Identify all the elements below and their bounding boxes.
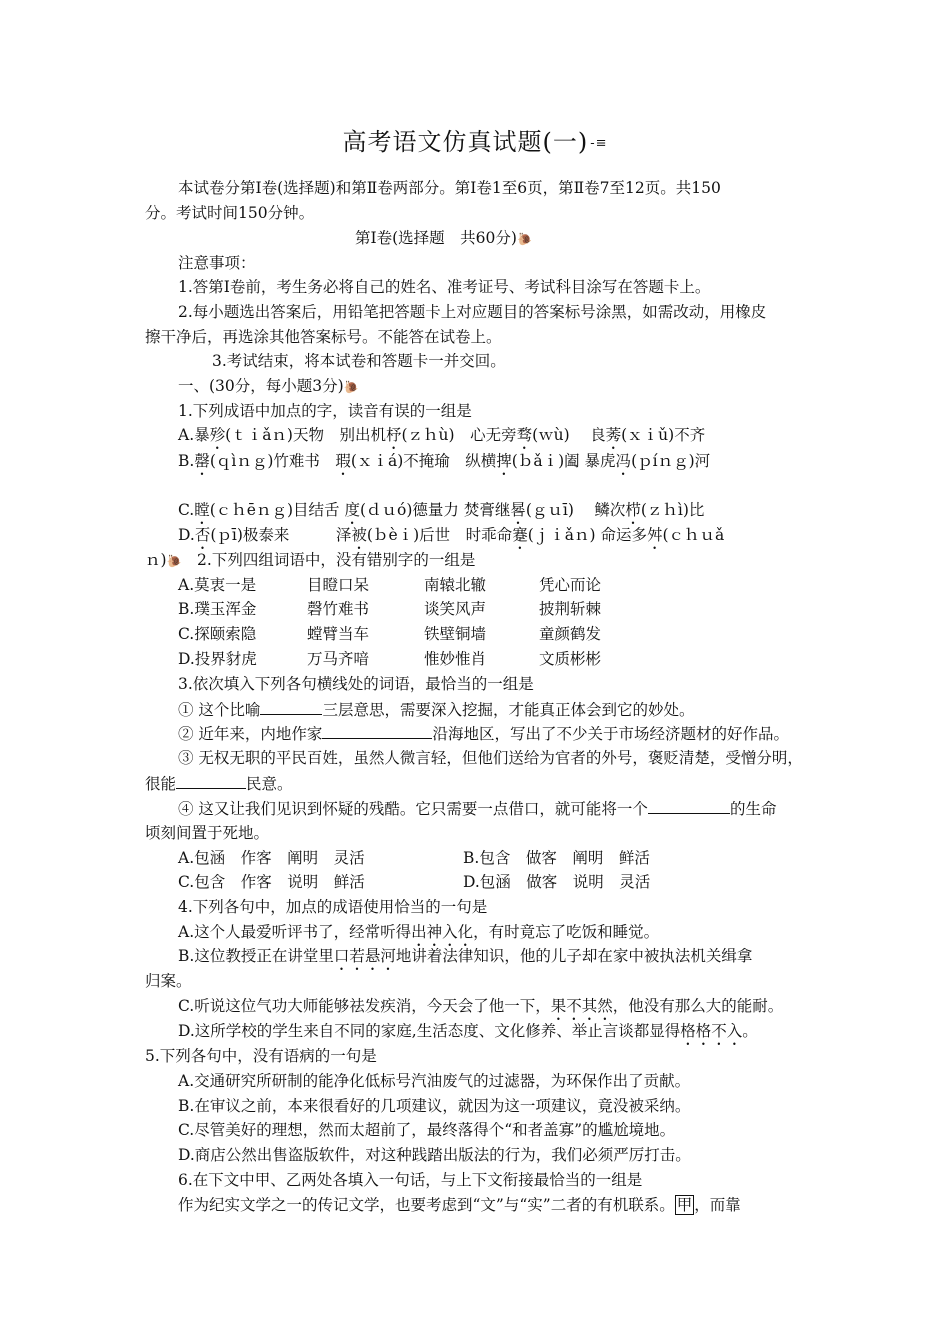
part1-header: 一、(30分，每小题3分)🐌 [178, 377, 359, 395]
notice-label: 注意事项： [178, 254, 256, 272]
q2-option-a: A.莫衷一是 目瞪口呆 南辕北辙 凭心而论 [178, 576, 602, 594]
q6-text: 作为纪实文学之一的传记文学，也要考虑到“文”与“实”二者的有机联系。 甲 ，而靠 [178, 1196, 741, 1214]
q4-option-c: C.听说这位气功大师能够祛发疾消，今天会了他一下，果不其然，他没有那么大的能耐。 [178, 997, 784, 1015]
q1-option-c: C.瞠(ｃｈēｎｇ)目结舌 度(ｄｕó)德量力 焚膏继晷(ｇｕī) 鳞次栉(ｚｈì)比 [178, 501, 705, 519]
q5-stem: 5.下列各句中，没有语病的一句是 [145, 1047, 377, 1065]
q5-option-a: A.交通研究所研制的能净化低标号汽油废气的过滤器，为环保作出了贡献。 [178, 1072, 691, 1090]
q4-stem: 4.下列各句中，加点的成语使用恰当的一句是 [178, 898, 488, 916]
q2-stem-line: ｎ)🐌 2.下列四组词语中，没有错别字的一组是 [145, 551, 476, 569]
q3-sentence-2: ② 近年来，内地作家 沿海地区，写出了不少关于市场经济题材的好作品。 [178, 725, 789, 743]
q3-sentence-3: ③ 无权无职的平民百姓，虽然人微言轻，但他们送给为官者的外号，褒贬清楚，受憎分明， [178, 749, 803, 767]
snail-icon: 🐌 [343, 380, 359, 394]
q1-option-a: A.暴殄(ｔｉǎｎ)天物 别出机杼(ｚｈù) 心无旁骛(ｗù) 良莠(ｘｉǔ)不齐 [178, 426, 706, 444]
notice-2-cont: 擦干净后，再选涂其他答案标号。不能答在试卷上。 [145, 328, 502, 346]
q2-option-c: C.探颐索隐 螳臂当车 铁壁铜墙 童颜鹤发 [178, 625, 602, 643]
q6-stem: 6.在下文中甲、乙两处各填入一句话，与上下文衔接最恰当的一组是 [178, 1171, 643, 1189]
q1-stem: 1.下列成语中加点的字，读音有误的一组是 [178, 402, 472, 420]
q3-sentence-4: ④ 这又让我们见识到怀疑的残酷。它只需要一点借口，就可能将一个 的生命 [178, 800, 777, 818]
notice-3: 3.考试结束，将本试卷和答题卡一并交回。 [212, 352, 506, 370]
q3-sentence-1: ① 这个比喻 三层意思，需要深入挖掘，才能真正体会到它的妙处。 [178, 701, 695, 719]
intro-line-1: 本试卷分第Ⅰ卷(选择题)和第Ⅱ卷两部分。第Ⅰ卷1至6页，第Ⅱ卷7至12页。共150 [178, 179, 721, 197]
title-text: 高考语文仿真试题(一) [342, 128, 589, 156]
q5-option-d: D.商店公然出售盗版软件，对这种践踏出版法的行为，我们必须严厉打击。 [178, 1146, 691, 1164]
q4-option-d: D.这所学校的学生来自不同的家庭,生活态度、文化修养、举止言谈都显得格格不入。 [178, 1022, 758, 1040]
q3-options-cd: C.包含 作客 说明 鲜活 D.包涵 做客 说明 灵活 [178, 873, 651, 891]
q3-stem: 3.依次填入下列各句横线处的词语，最恰当的一组是 [178, 675, 534, 693]
snail-icon: 🐌 [166, 554, 182, 568]
q5-option-c: C.尽管美好的理想，然而太超前了，最终落得个“和者盖寡”的尴尬境地。 [178, 1121, 676, 1139]
blank-jia-box: 甲 [676, 1196, 693, 1214]
q2-option-d: D.投界豺虎 万马齐喑 惟妙惟肖 文质彬彬 [178, 650, 602, 668]
q3-sentence-3-cont: 很能 民意。 [145, 775, 293, 793]
q4-option-b-cont: 归案。 [145, 972, 192, 990]
q5-option-b: B.在审议之前，本来很看好的几项建议，就因为这一项建议，竟没被采纳。 [178, 1097, 691, 1115]
page-title [0, 122, 950, 157]
q4-option-a: A.这个人最爱听评书了，经常听得出神入化，有时竟忘了吃饭和睡觉。 [178, 923, 660, 941]
q3-sentence-4-cont: 顷刻间置于死地。 [145, 824, 270, 842]
q3-options-ab: A.包涵 作客 阐明 灵活 B.包含 做客 阐明 鲜活 [178, 849, 650, 867]
notice-1: 1.答第Ⅰ卷前，考生务必将自己的姓名、准考证号、考试科目涂写在答题卡上。 [178, 278, 711, 296]
q2-option-b: B.璞玉浑金 磬竹难书 谈笑风声 披荆斩棘 [178, 600, 602, 618]
title-mark: -≡ [590, 136, 608, 151]
snail-icon: 🐌 [516, 232, 532, 246]
notice-2: 2.每小题选出答案后，用铅笔把答题卡上对应题目的答案标号涂黑，如需改动，用橡皮 [178, 303, 767, 321]
q1-option-b: B.罄(ｑìｎｇ)竹难书 瑕(ｘｉá)不掩瑜 纵横捭(ｂǎｉ)阖 暴虎冯(ｐíｎｇ)河 [178, 452, 711, 470]
q1-option-d: D.否(ｐī)极泰来 泽被(ｂèｉ)后世 时乖命蹇(ｊｉǎｎ) 命运多舛(ｃｈｕǎ [178, 526, 725, 544]
section-header: 第Ⅰ卷(选择题 共60分)🐌 [355, 229, 532, 247]
intro-line-2: 分。考试时间150分钟。 [145, 204, 315, 222]
q4-option-b: B.这位教授正在讲堂里口若悬河地讲着法律知识，他的儿子却在家中被执法机关缉拿 [178, 947, 753, 965]
